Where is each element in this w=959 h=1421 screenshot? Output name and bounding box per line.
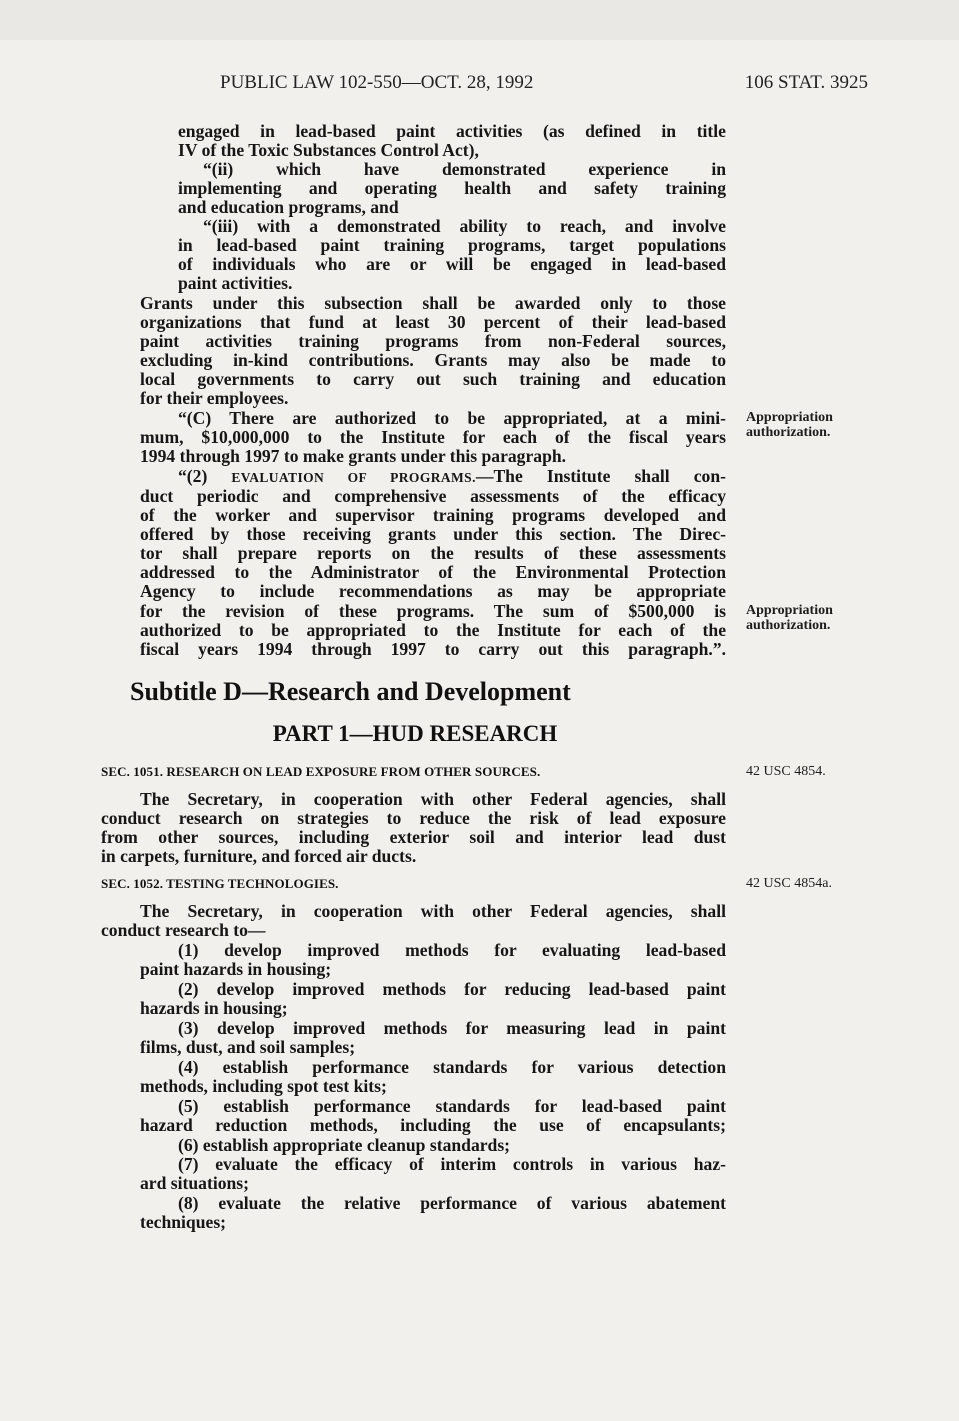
text-line: Agency to include recommendations as may be appropriate (140, 581, 726, 601)
usc-citation-1051: 42 USC 4854. (746, 764, 826, 779)
text-line: duct periodic and comprehensive assessments of the efficacy (140, 486, 726, 506)
list-item: (8) evaluate the relative performance of various abatement (178, 1193, 726, 1213)
paragraph-lead-line (178, 467, 726, 487)
list-item: (4) establish performance standards for various detection (178, 1057, 726, 1077)
section-heading-1051: SEC. 1051. RESEARCH ON LEAD EXPOSURE FROM OTHER SOURCES. (101, 764, 541, 779)
margin-note-line: authorization. (746, 425, 831, 440)
running-head-page: 106 STAT. 3925 (744, 72, 868, 93)
list-item-continuation: films, dust, and soil samples; (140, 1037, 356, 1057)
text-line: conduct research on strategies to reduce the risk of lead exposure (101, 808, 726, 828)
text-line: conduct research to— (101, 920, 266, 940)
text-line: of the worker and supervisor training programs developed and (140, 505, 726, 525)
text-line: The Secretary, in cooperation with other Federal agencies, shall (140, 901, 726, 921)
list-item-continuation: techniques; (140, 1212, 227, 1232)
text-line: paint activities. (178, 273, 293, 293)
text-line: 1994 through 1997 to make grants under this paragraph. (140, 446, 567, 466)
usc-citation-1052: 42 USC 4854a. (746, 876, 832, 891)
list-item: (1) develop improved methods for evaluating lead-based (178, 940, 726, 960)
list-item: (5) establish performance standards for lead-based paint (178, 1096, 726, 1116)
list-item-continuation: paint hazards in housing; (140, 959, 332, 979)
text-line: paint activities training programs from non-Federal sources, (140, 331, 726, 351)
margin-note-line: authorization. (746, 618, 831, 633)
text-line: fiscal years 1994 through 1997 to carry out this paragraph.”. (140, 639, 726, 659)
text-line: from other sources, including exterior soil and interior lead dust (101, 827, 726, 847)
list-item-continuation: hazards in housing; (140, 998, 288, 1018)
text-line: and education programs, and (178, 197, 399, 217)
text-line: “(C) There are authorized to be appropriated, at a mini- (178, 408, 726, 428)
text-line: in lead-based paint training programs, target populations (178, 235, 726, 255)
text-line: IV of the Toxic Substances Control Act), (178, 140, 479, 160)
list-item-continuation: methods, including spot test kits; (140, 1076, 387, 1096)
text-line: authorized to be appropriated to the Institute for each of the (140, 620, 726, 640)
margin-note-appropriation (746, 603, 833, 633)
paragraph-lead-text: —The Institute shall con- (475, 466, 726, 486)
paragraph-number: “(2) (178, 466, 232, 486)
list-item-continuation: ard situations; (140, 1173, 249, 1193)
text-line: for the revision of these programs. The sum of $500,000 is (140, 601, 726, 621)
text-line: organizations that fund at least 30 percent of their lead-based (140, 312, 726, 332)
text-line: for their employees. (140, 388, 289, 408)
list-item: (3) develop improved methods for measuring lead in paint (178, 1018, 726, 1038)
text-line: “(iii) with a demonstrated ability to reach, and involve (203, 216, 726, 236)
margin-note-line: Appropriation (746, 603, 833, 618)
text-line: tor shall prepare reports on the results of these assessments (140, 543, 726, 563)
text-line: addressed to the Administrator of the Environmental Protection (140, 562, 726, 582)
text-line: Grants under this subsection shall be awarded only to those (140, 293, 726, 313)
running-head (220, 72, 868, 98)
text-line: implementing and operating health and safety training (178, 178, 726, 198)
text-line: excluding in-kind contributions. Grants may also be made to (140, 350, 726, 370)
text-line: The Secretary, in cooperation with other Federal agencies, shall (140, 789, 726, 809)
text-line: “(ii) which have demonstrated experience in (203, 159, 726, 179)
text-line: mum, $10,000,000 to the Institute for each of the fiscal years (140, 427, 726, 447)
text-line: local governments to carry out such training and education (140, 369, 726, 389)
subtitle-heading: Subtitle D—Research and Development (130, 677, 571, 706)
text-line: of individuals who are or will be engaged in lead-based (178, 254, 726, 274)
text-line: offered by those receiving grants under this section. The Direc- (140, 524, 726, 544)
scan-edge (0, 0, 959, 40)
part-heading: PART 1—HUD RESEARCH (272, 721, 558, 746)
list-item: (2) develop improved methods for reducing lead-based paint (178, 979, 726, 999)
paragraph-caption: EVALUATION OF PROGRAMS. (231, 470, 476, 485)
list-item: (6) establish appropriate cleanup standards; (178, 1135, 511, 1155)
text-line: in carpets, furniture, and forced air ducts. (101, 846, 417, 866)
list-item: (7) evaluate the efficacy of interim controls in various haz- (178, 1154, 726, 1174)
text-line: engaged in lead-based paint activities (as defined in title (178, 121, 726, 141)
section-heading-1052: SEC. 1052. TESTING TECHNOLOGIES. (101, 876, 339, 891)
list-item-continuation: hazard reduction methods, including the use of encapsulants; (140, 1115, 726, 1135)
running-head-citation: PUBLIC LAW 102-550—OCT. 28, 1992 (220, 72, 534, 93)
margin-note-appropriation (746, 410, 833, 440)
margin-note-line: Appropriation (746, 410, 833, 425)
